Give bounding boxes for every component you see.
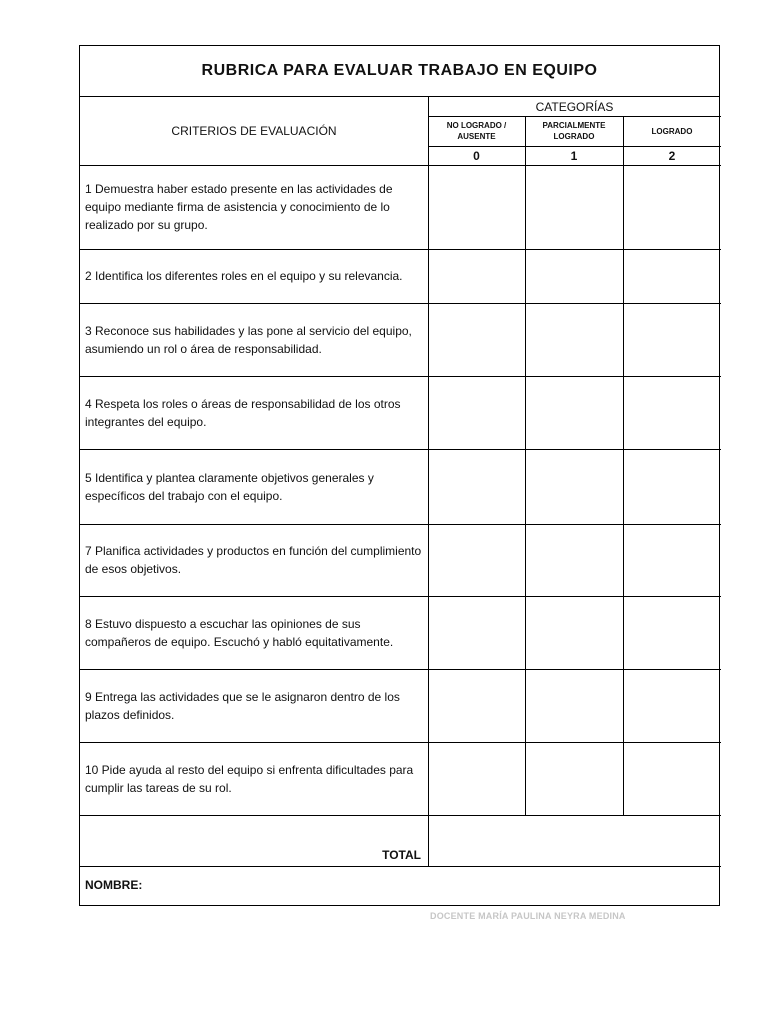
criterion-text: 9 Entrega las actividades que se le asignaron dentro de los plazos definidos. <box>85 689 400 722</box>
rubric-title: RUBRICA PARA EVALUAR TRABAJO EN EQUIPO <box>80 46 719 97</box>
category-column-label: PARCIALMENTE LOGRADO <box>542 121 606 141</box>
category-column-label: LOGRADO <box>651 126 693 136</box>
category-score: 1 <box>570 148 578 163</box>
criterion-text: 1 Demuestra haber estado presente en las actividades de equipo mediante firma de asistencia y conocimiento de lo realizado por su grupo. <box>85 182 393 232</box>
category-score: 0 <box>473 148 480 163</box>
criterion-text: 7 Planifica actividades y productos en función del cumplimiento de esos objetivos. <box>85 544 422 576</box>
categories-header: CATEGORÍAS <box>535 99 614 114</box>
category-column-label: NO LOGRADO / AUSENTE <box>446 121 507 141</box>
criterion-text: 10 Pide ayuda al resto del equipo si enfrenta dificultades para cumplir las tareas de su rol. <box>85 762 414 795</box>
criteria-header: CRITERIOS DE EVALUACIÓN <box>171 124 337 138</box>
name-label: NOMBRE: <box>85 878 143 892</box>
rubric-table <box>79 45 720 906</box>
criterion-text: 5 Identifica y plantea claramente objetivos generales y específicos del trabajo con el equipo. <box>85 470 374 503</box>
teacher-footer: DOCENTE MARÍA PAULINA NEYRA MEDINA <box>430 911 626 921</box>
row-divider <box>80 866 721 867</box>
criterion-text: 4 Respeta los roles o áreas de responsabilidad de los otros integrantes del equipo. <box>85 396 401 429</box>
row-divider <box>80 815 721 816</box>
criterion-text: 3 Reconoce sus habilidades y las pone al servicio del equipo, asumiendo un rol o área de responsabilidad. <box>85 323 412 356</box>
category-score: 2 <box>668 148 676 163</box>
column-divider <box>623 116 624 815</box>
total-label: TOTAL <box>382 848 421 862</box>
column-divider <box>428 97 429 866</box>
column-divider <box>525 116 526 815</box>
criterion-text: 2 Identifica los diferentes roles en el equipo y su relevancia. <box>85 269 403 283</box>
criterion-text: 8 Estuvo dispuesto a escuchar las opiniones de sus compañeros de equipo. Escuchó y habló equitativamente. <box>85 616 394 649</box>
